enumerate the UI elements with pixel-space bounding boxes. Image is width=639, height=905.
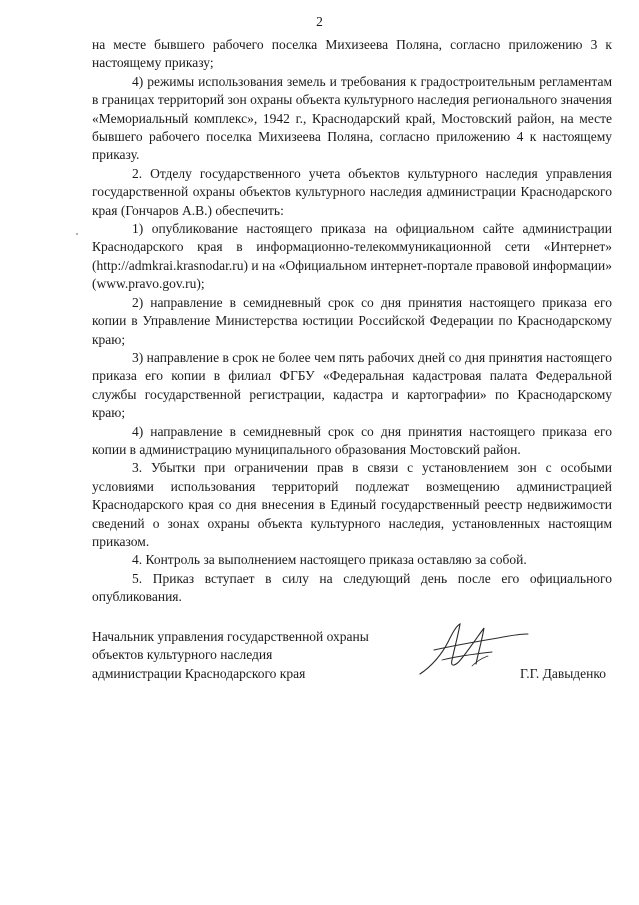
paragraph-item-1: 1) опубликование настоящего приказа на официальном сайте администрации Краснодарского края в информационно-телекоммуникационной сети «Интернет» (http://admkrai.krasnodar.ru) и на «Официальном интернет-портале правовой информации» (www.pravo.gov.ru); bbox=[92, 221, 612, 292]
scan-speck bbox=[76, 233, 78, 235]
paragraph-item-2: 2) направление в семидневный срок со дня принятия настоящего приказа его копии в Управление Министерства юстиции Российской Федерации по Краснодарскому краю; bbox=[92, 294, 612, 347]
paragraph-section-4: 4. Контроль за выполнением настоящего приказа оставляю за собой. bbox=[132, 552, 527, 568]
page-number: 2 bbox=[316, 14, 323, 29]
document-body bbox=[92, 36, 612, 607]
signer-title-line: администрации Краснодарского края bbox=[92, 665, 306, 681]
signer-name: Г.Г. Давыденко bbox=[519, 665, 606, 681]
paragraph-item-3: 3) направление в срок не более чем пять рабочих дней со дня принятия настоящего приказа его копии в филиал ФГБУ «Федеральная кадастровая палата Федеральной службы государственной регистрации, кадастра и картографии» по Краснодарскому краю; bbox=[92, 349, 612, 421]
paragraph-section-3: 3. Убытки при ограничении прав в связи с установлением зон с особыми условиями использования территорий подлежат возмещению администрацией Краснодарского края со дня внесения в Единый государственный реестр недвижимости сведений о зонах охраны объекта культурного наследия, установленных настоящим приказом. bbox=[92, 460, 612, 549]
paragraph-item-4: 4) режимы использования земель и требования к градостроительным регламентам в границах территорий зон охраны объекта культурного наследия регионального значения «Мемориальный комплекс», 1942 г., Краснодарский край, Мостовский район, на месте бывшего рабочего поселка Михизеева Поляна, согласно приложению 4 к настоящему приказу. bbox=[92, 73, 612, 163]
signature-block bbox=[92, 628, 612, 688]
signer-title-line: объектов культурного наследия bbox=[92, 647, 273, 663]
handwritten-signature bbox=[412, 616, 532, 686]
paragraph-continuation: на месте бывшего рабочего поселка Михизеева Поляна, согласно приложению 3 к настоящему приказу; bbox=[92, 37, 612, 71]
signer-title-line: Начальник управления государственной охраны bbox=[92, 629, 369, 644]
paragraph-item-4b: 4) направление в семидневный срок со дня принятия настоящего приказа его копии в администрацию муниципального образования Мостовский район. bbox=[92, 423, 612, 457]
paragraph-section-5: 5. Приказ вступает в силу на следующий день после его официального опубликования. bbox=[92, 570, 612, 605]
paragraph-section-2: 2. Отделу государственного учета объектов культурного наследия управления государственной охраны объектов культурного наследия администрации Краснодарского края (Гончаров А.В.) обеспечить: bbox=[92, 165, 612, 218]
signer-title bbox=[92, 628, 412, 683]
